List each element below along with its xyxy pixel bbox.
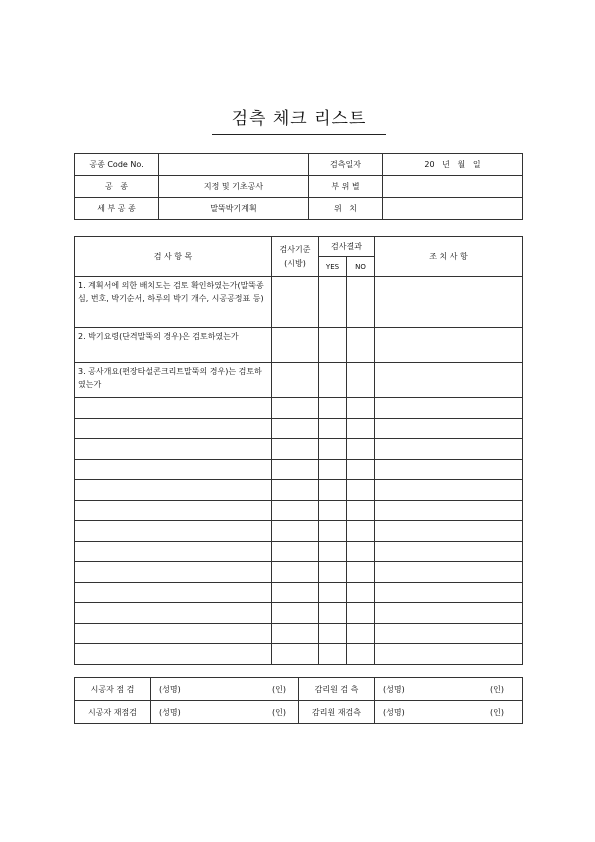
supervisor-check-sign[interactable] <box>375 678 523 701</box>
info-table <box>74 153 523 220</box>
seal-label: (인) <box>490 684 504 694</box>
header-item: 검 사 항 목 <box>75 237 272 277</box>
action-cell[interactable] <box>375 418 523 439</box>
item-cell[interactable] <box>75 644 272 665</box>
checklist-blank-row <box>75 398 523 419</box>
item-cell[interactable] <box>75 582 272 603</box>
signature-name-label: (성명) <box>159 707 181 717</box>
blank-rows <box>75 398 523 665</box>
standard-cell[interactable] <box>272 363 319 398</box>
checklist-blank-row <box>75 521 523 542</box>
header-result: 검사결과 <box>319 237 375 257</box>
item-cell[interactable] <box>75 480 272 501</box>
seal-label: (인) <box>272 707 286 717</box>
yes-cell[interactable] <box>319 603 347 624</box>
no-cell[interactable] <box>347 541 375 562</box>
action-cell[interactable] <box>375 644 523 665</box>
contractor-check-sign[interactable] <box>151 678 299 701</box>
item-cell[interactable] <box>75 603 272 624</box>
inspection-date-label: 검측일자 <box>309 154 383 176</box>
position-label: 위 치 <box>309 198 383 220</box>
detail-work-field[interactable]: 말뚝박기계획 <box>159 198 309 220</box>
standard-cell[interactable] <box>272 623 319 644</box>
contractor-recheck-label: 시공자 재점검 <box>75 701 151 724</box>
no-cell[interactable] <box>347 398 375 419</box>
action-cell[interactable] <box>375 363 523 398</box>
yes-cell[interactable] <box>319 398 347 419</box>
header-no: NO <box>347 257 375 277</box>
standard-cell[interactable] <box>272 398 319 419</box>
checklist-blank-row <box>75 562 523 583</box>
checklist-row <box>75 328 523 363</box>
no-cell[interactable] <box>347 603 375 624</box>
action-cell[interactable] <box>375 398 523 419</box>
action-cell[interactable] <box>375 480 523 501</box>
action-cell[interactable] <box>375 459 523 480</box>
item-cell[interactable] <box>75 439 272 460</box>
work-type-label: 공 종 <box>75 176 159 198</box>
signature-table <box>74 677 523 724</box>
yes-cell[interactable] <box>319 277 347 328</box>
header-standard-line2: (시방) <box>284 258 306 268</box>
yes-cell[interactable] <box>319 418 347 439</box>
document-title: 검측 체크 리스트 <box>212 104 386 135</box>
supervisor-recheck-label: 감리원 재검측 <box>299 701 375 724</box>
location-label: 부 위 별 <box>309 176 383 198</box>
document-title-wrap <box>212 104 386 135</box>
checklist-blank-row <box>75 603 523 624</box>
checklist-row <box>75 277 523 328</box>
yes-cell[interactable] <box>319 459 347 480</box>
no-cell[interactable] <box>347 277 375 328</box>
action-cell[interactable] <box>375 500 523 521</box>
standard-cell[interactable] <box>272 541 319 562</box>
location-field[interactable] <box>383 176 523 198</box>
yes-cell[interactable] <box>319 644 347 665</box>
item-cell[interactable] <box>75 623 272 644</box>
header-standard-line1: 검사기준 <box>279 244 311 254</box>
no-cell[interactable] <box>347 363 375 398</box>
yes-cell[interactable] <box>319 500 347 521</box>
no-cell[interactable] <box>347 623 375 644</box>
yes-cell[interactable] <box>319 541 347 562</box>
checklist-item-text: 3. 공사개요(편장타설콘크리트말뚝의 경우)는 검토하였는가 <box>75 363 272 398</box>
signature-name-label: (성명) <box>383 684 405 694</box>
no-cell[interactable] <box>347 521 375 542</box>
standard-cell[interactable] <box>272 500 319 521</box>
no-cell[interactable] <box>347 644 375 665</box>
no-cell[interactable] <box>347 500 375 521</box>
action-cell[interactable] <box>375 439 523 460</box>
action-cell[interactable] <box>375 582 523 603</box>
no-cell[interactable] <box>347 459 375 480</box>
info-row <box>75 176 523 198</box>
checklist-item-text: 1. 계획서에 의한 배치도는 검토 확인하였는가(말뚝종심, 번호, 박기순서, 하루의 박기 개수, 시공공정표 등) <box>75 277 272 328</box>
checklist-blank-row <box>75 418 523 439</box>
action-cell[interactable] <box>375 603 523 624</box>
yes-cell[interactable] <box>319 623 347 644</box>
yes-cell[interactable] <box>319 328 347 363</box>
checklist-item-text: 2. 박기요령(단격말뚝의 경우)은 검토하였는가 <box>75 328 272 363</box>
yes-cell[interactable] <box>319 480 347 501</box>
checklist-blank-row <box>75 644 523 665</box>
standard-cell[interactable] <box>272 562 319 583</box>
no-cell[interactable] <box>347 582 375 603</box>
standard-cell[interactable] <box>272 459 319 480</box>
item-cell[interactable] <box>75 521 272 542</box>
signature-row <box>75 678 523 701</box>
signature-row <box>75 701 523 724</box>
checklist-blank-row <box>75 582 523 603</box>
seal-label: (인) <box>490 707 504 717</box>
yes-cell[interactable] <box>319 562 347 583</box>
checklist-blank-row <box>75 541 523 562</box>
item-cell[interactable] <box>75 418 272 439</box>
action-cell[interactable] <box>375 562 523 583</box>
standard-cell[interactable] <box>272 439 319 460</box>
signature-name-label: (성명) <box>383 707 405 717</box>
position-field[interactable] <box>383 198 523 220</box>
item-cell[interactable] <box>75 398 272 419</box>
header-standard <box>272 237 319 277</box>
standard-cell[interactable] <box>272 644 319 665</box>
no-cell[interactable] <box>347 439 375 460</box>
yes-cell[interactable] <box>319 521 347 542</box>
action-cell[interactable] <box>375 328 523 363</box>
checklist-blank-row <box>75 459 523 480</box>
checklist-blank-row <box>75 480 523 501</box>
no-cell[interactable] <box>347 328 375 363</box>
no-cell[interactable] <box>347 418 375 439</box>
action-cell[interactable] <box>375 521 523 542</box>
info-row <box>75 198 523 220</box>
contractor-recheck-sign[interactable] <box>151 701 299 724</box>
standard-cell[interactable] <box>272 328 319 363</box>
work-code-field[interactable] <box>159 154 309 176</box>
action-cell[interactable] <box>375 277 523 328</box>
yes-cell[interactable] <box>319 439 347 460</box>
detail-work-label: 세 부 공 종 <box>75 198 159 220</box>
header-yes: YES <box>319 257 347 277</box>
item-cell[interactable] <box>75 541 272 562</box>
checklist-blank-row <box>75 439 523 460</box>
supervisor-recheck-sign[interactable] <box>375 701 523 724</box>
checklist-row <box>75 363 523 398</box>
yes-cell[interactable] <box>319 582 347 603</box>
standard-cell[interactable] <box>272 480 319 501</box>
action-cell[interactable] <box>375 623 523 644</box>
checklist-blank-row <box>75 623 523 644</box>
work-code-label: 공종 Code No. <box>75 154 159 176</box>
no-cell[interactable] <box>347 480 375 501</box>
supervisor-check-label: 감리원 검 측 <box>299 678 375 701</box>
checklist-blank-row <box>75 500 523 521</box>
inspection-date-field[interactable]: 20 년 월 일 <box>383 154 523 176</box>
standard-cell[interactable] <box>272 418 319 439</box>
standard-cell[interactable] <box>272 521 319 542</box>
standard-cell[interactable] <box>272 603 319 624</box>
action-cell[interactable] <box>375 541 523 562</box>
item-cell[interactable] <box>75 562 272 583</box>
no-cell[interactable] <box>347 562 375 583</box>
checklist-header-row <box>75 237 523 257</box>
standard-cell[interactable] <box>272 582 319 603</box>
standard-cell[interactable] <box>272 277 319 328</box>
item-cell[interactable] <box>75 459 272 480</box>
checklist-table <box>74 236 523 665</box>
signature-name-label: (성명) <box>159 684 181 694</box>
work-type-field[interactable]: 지정 및 기초공사 <box>159 176 309 198</box>
info-row <box>75 154 523 176</box>
item-cell[interactable] <box>75 500 272 521</box>
yes-cell[interactable] <box>319 363 347 398</box>
header-action: 조 치 사 항 <box>375 237 523 277</box>
seal-label: (인) <box>272 684 286 694</box>
contractor-check-label: 시공자 점 검 <box>75 678 151 701</box>
